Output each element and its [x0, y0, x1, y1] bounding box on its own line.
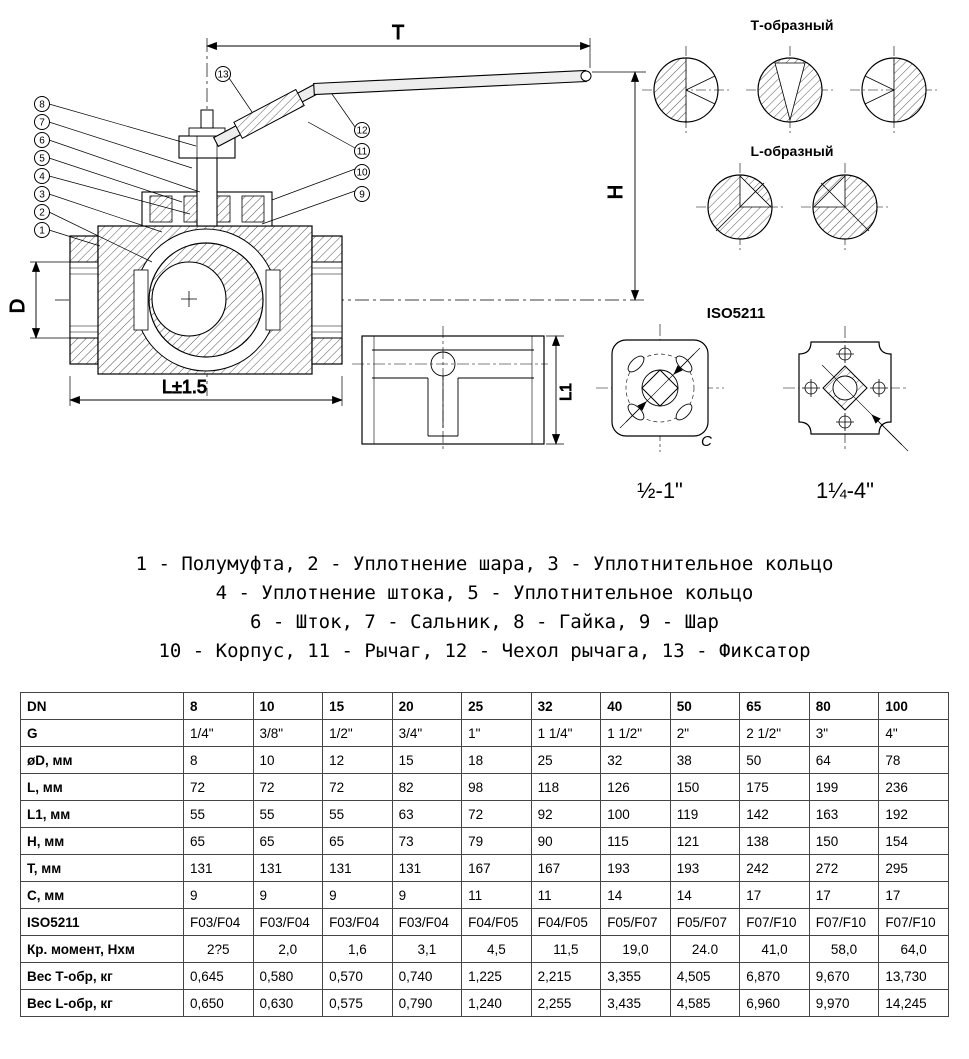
table-cell: 192	[879, 801, 949, 828]
table-row	[21, 936, 949, 963]
table-cell: 80	[809, 693, 879, 720]
table-cell: 0,570	[323, 963, 393, 990]
table-cell: 1 1/4"	[531, 720, 601, 747]
table-cell: 4,5	[462, 936, 532, 963]
table-cell: 4"	[879, 720, 949, 747]
legend-line: 6 - Шток, 7 - Сальник, 8 - Гайка, 9 - Шар	[250, 611, 719, 633]
table-row	[21, 909, 949, 936]
table-cell: 163	[809, 801, 879, 828]
handle-end	[581, 71, 591, 81]
table-cell: 0,580	[253, 963, 323, 990]
table-cell: 150	[809, 828, 879, 855]
table-cell: 72	[184, 774, 254, 801]
table-cell: 10	[253, 747, 323, 774]
table-cell: 126	[601, 774, 671, 801]
dim-h-label: H	[605, 184, 627, 200]
table-cell: 8	[184, 693, 254, 720]
table-cell: 1 1/2"	[601, 720, 671, 747]
table-cell: 3,355	[601, 963, 671, 990]
table-cell: 55	[253, 801, 323, 828]
table-cell: 118	[531, 774, 601, 801]
dimension-l	[70, 376, 342, 406]
table-row	[21, 855, 949, 882]
pad-left-block	[150, 196, 172, 222]
table-cell: 3"	[809, 720, 879, 747]
table-cell: 15	[392, 747, 462, 774]
table-cell: 0,790	[392, 990, 462, 1017]
table-cell: 131	[392, 855, 462, 882]
table-cell: 10	[253, 693, 323, 720]
table-cell: 167	[462, 855, 532, 882]
table-cell: 78	[879, 747, 949, 774]
table-cell: F03/F04	[184, 909, 254, 936]
balloon-9: 9	[359, 189, 365, 201]
table-cell: 82	[392, 774, 462, 801]
table-row	[21, 963, 949, 990]
t-pattern-ports	[642, 17, 938, 134]
row-label: L1, мм	[21, 801, 184, 828]
row-label: C, мм	[21, 882, 184, 909]
table-cell: 6,960	[740, 990, 810, 1017]
table-row	[21, 828, 949, 855]
balloon-2: 2	[39, 207, 45, 219]
spec-table	[20, 692, 949, 1017]
right-seat	[266, 270, 280, 330]
table-cell: 295	[879, 855, 949, 882]
table-cell: 0,740	[392, 963, 462, 990]
table-cell: 2"	[670, 720, 740, 747]
table-cell: 50	[740, 747, 810, 774]
table-cell: 32	[531, 693, 601, 720]
table-cell: 20	[392, 693, 462, 720]
table-cell: 199	[809, 774, 879, 801]
row-label: Вес L-обр, кг	[21, 990, 184, 1017]
table-cell: 1"	[462, 720, 532, 747]
table-cell: 1/2"	[323, 720, 393, 747]
balloon-5: 5	[39, 153, 45, 165]
dim-l1-label: L1	[558, 383, 575, 401]
table-row	[21, 882, 949, 909]
table-cell: 79	[462, 828, 532, 855]
table-cell: F03/F04	[323, 909, 393, 936]
balloon-10: 10	[356, 167, 368, 179]
table-row	[21, 693, 949, 720]
table-cell: 9	[392, 882, 462, 909]
table-cell: 2 1/2"	[740, 720, 810, 747]
table-cell: 138	[740, 828, 810, 855]
dimension-t	[207, 22, 590, 68]
table-cell: 64	[809, 747, 879, 774]
table-cell: 3,1	[392, 936, 462, 963]
balloon-3: 3	[39, 189, 45, 201]
table-cell: 242	[740, 855, 810, 882]
table-cell: 14	[670, 882, 740, 909]
row-label: L, мм	[21, 774, 184, 801]
table-cell: 58,0	[809, 936, 879, 963]
dim-d-label: D	[7, 298, 29, 314]
table-cell: 167	[531, 855, 601, 882]
balloon-7: 7	[39, 117, 45, 129]
table-cell: 1,225	[462, 963, 532, 990]
table-cell: 55	[184, 801, 254, 828]
table-cell: 131	[323, 855, 393, 882]
table-cell: 6,870	[740, 963, 810, 990]
table-cell: 11	[531, 882, 601, 909]
table-cell: 65	[323, 828, 393, 855]
table-cell: 193	[601, 855, 671, 882]
iso5211-flanges	[596, 305, 908, 503]
handle-sleeve	[234, 90, 304, 139]
row-label: G	[21, 720, 184, 747]
flange-large-size-label: 1¼-4"	[816, 478, 874, 503]
flange-large	[783, 326, 908, 503]
table-cell: F07/F10	[740, 909, 810, 936]
table-cell: 11,5	[531, 936, 601, 963]
table-cell: 2,215	[531, 963, 601, 990]
pad-right-block	[242, 196, 264, 222]
t-port-section-view	[352, 326, 548, 452]
balloon-13: 13	[217, 69, 229, 81]
table-cell: 236	[879, 774, 949, 801]
balloon-12: 12	[356, 125, 368, 137]
left-seat	[134, 270, 148, 330]
table-row	[21, 720, 949, 747]
table-cell: 72	[323, 774, 393, 801]
stem	[197, 148, 217, 226]
balloon-11: 11	[356, 146, 368, 158]
table-row	[21, 747, 949, 774]
balloon-4: 4	[39, 171, 45, 183]
table-cell: 193	[670, 855, 740, 882]
table-cell: 98	[462, 774, 532, 801]
stem-top	[201, 110, 213, 128]
table-cell: 1,6	[323, 936, 393, 963]
table-cell: 119	[670, 801, 740, 828]
table-cell: 14	[601, 882, 671, 909]
iso5211-title: ISO5211	[706, 305, 766, 322]
row-label: ISO5211	[21, 909, 184, 936]
legend-line: 4 - Уплотнение штока, 5 - Уплотнительное кольцо	[215, 582, 754, 604]
table-cell: F07/F10	[809, 909, 879, 936]
table-cell: 25	[462, 693, 532, 720]
table-cell: 65	[740, 693, 810, 720]
table-cell: 14,245	[879, 990, 949, 1017]
dim-l-label: L±1.5	[162, 377, 207, 397]
right-bore	[312, 262, 342, 338]
row-label: DN	[21, 693, 184, 720]
table-cell: 3,435	[601, 990, 671, 1017]
table-cell: F04/F05	[462, 909, 532, 936]
table-cell: F05/F07	[670, 909, 740, 936]
balloon-8: 8	[39, 99, 45, 111]
table-cell: 1,240	[462, 990, 532, 1017]
legend-line: 10 - Корпус, 11 - Рычаг, 12 - Чехол рычага, 13 - Фиксатор	[158, 640, 811, 662]
table-cell: 3/8"	[253, 720, 323, 747]
main-valve-view	[55, 38, 646, 396]
l-pattern-ports	[696, 143, 889, 251]
table-cell: 25	[531, 747, 601, 774]
flange-small-size-label: ½-1"	[637, 478, 683, 503]
table-cell: F03/F04	[392, 909, 462, 936]
table-cell: 0,645	[184, 963, 254, 990]
table-row	[21, 774, 949, 801]
table-row	[21, 990, 949, 1017]
left-bore	[70, 262, 98, 338]
table-cell: 65	[253, 828, 323, 855]
table-cell: 65	[184, 828, 254, 855]
table-cell: 73	[392, 828, 462, 855]
table-cell: 17	[879, 882, 949, 909]
table-cell: 92	[531, 801, 601, 828]
row-label: H, мм	[21, 828, 184, 855]
table-cell: 13,730	[879, 963, 949, 990]
dim-t-label: T	[392, 22, 405, 44]
table-cell: 24.0	[670, 936, 740, 963]
table-cell: 2,255	[531, 990, 601, 1017]
table-cell: 64,0	[879, 936, 949, 963]
dimension-l1	[546, 336, 575, 444]
table-cell: 72	[253, 774, 323, 801]
table-cell: 9	[323, 882, 393, 909]
dimension-h	[592, 72, 646, 300]
table-cell: 131	[184, 855, 254, 882]
row-label: øD, мм	[21, 747, 184, 774]
table-cell: 41,0	[740, 936, 810, 963]
table-cell: 63	[392, 801, 462, 828]
table-cell: F05/F07	[601, 909, 671, 936]
table-cell: 4,585	[670, 990, 740, 1017]
flange-small	[596, 324, 724, 503]
table-cell: 9,670	[809, 963, 879, 990]
row-label: Кр. момент, Нхм	[21, 936, 184, 963]
table-cell: 154	[879, 828, 949, 855]
spec-table-body	[21, 693, 949, 1017]
table-cell: 12	[323, 747, 393, 774]
legend-line: 1 - Полумуфта, 2 - Уплотнение шара, 3 - Уплотнительное кольцо	[135, 553, 834, 575]
row-label: Вес Т-обр, кг	[21, 963, 184, 990]
table-cell: 18	[462, 747, 532, 774]
dim-c-label: C	[701, 433, 712, 450]
table-cell: 8	[184, 747, 254, 774]
table-cell: 90	[531, 828, 601, 855]
table-cell: 9	[184, 882, 254, 909]
table-cell: F07/F10	[879, 909, 949, 936]
handle-lever	[314, 71, 587, 95]
table-cell: 0,650	[184, 990, 254, 1017]
table-cell: 2,0	[253, 936, 323, 963]
l-pattern-title: L-образный	[750, 143, 834, 159]
table-cell: 50	[670, 693, 740, 720]
table-cell: 0,575	[323, 990, 393, 1017]
table-cell: 175	[740, 774, 810, 801]
table-cell: 100	[601, 801, 671, 828]
t-pattern-title: Т-образный	[750, 17, 834, 33]
table-cell: 0,630	[253, 990, 323, 1017]
table-cell: 72	[462, 801, 532, 828]
table-cell: 55	[323, 801, 393, 828]
table-cell: F03/F04	[253, 909, 323, 936]
balloon-6: 6	[39, 135, 45, 147]
table-cell: F04/F05	[531, 909, 601, 936]
table-row	[21, 801, 949, 828]
row-label: T, мм	[21, 855, 184, 882]
parts-legend	[0, 550, 969, 666]
table-cell: 150	[670, 774, 740, 801]
balloon-1: 1	[39, 225, 45, 237]
table-cell: 272	[809, 855, 879, 882]
table-cell: 4,505	[670, 963, 740, 990]
table-cell: 100	[879, 693, 949, 720]
table-cell: 2?5	[184, 936, 254, 963]
table-cell: 15	[323, 693, 393, 720]
table-cell: 3/4"	[392, 720, 462, 747]
table-cell: 9,970	[809, 990, 879, 1017]
table-cell: 40	[601, 693, 671, 720]
table-cell: 115	[601, 828, 671, 855]
table-cell: 17	[740, 882, 810, 909]
table-cell: 17	[809, 882, 879, 909]
table-cell: 1/4"	[184, 720, 254, 747]
table-cell: 142	[740, 801, 810, 828]
table-cell: 131	[253, 855, 323, 882]
table-cell: 9	[253, 882, 323, 909]
table-cell: 19,0	[601, 936, 671, 963]
table-cell: 121	[670, 828, 740, 855]
table-cell: 11	[462, 882, 532, 909]
table-cell: 32	[601, 747, 671, 774]
table-cell: 38	[670, 747, 740, 774]
